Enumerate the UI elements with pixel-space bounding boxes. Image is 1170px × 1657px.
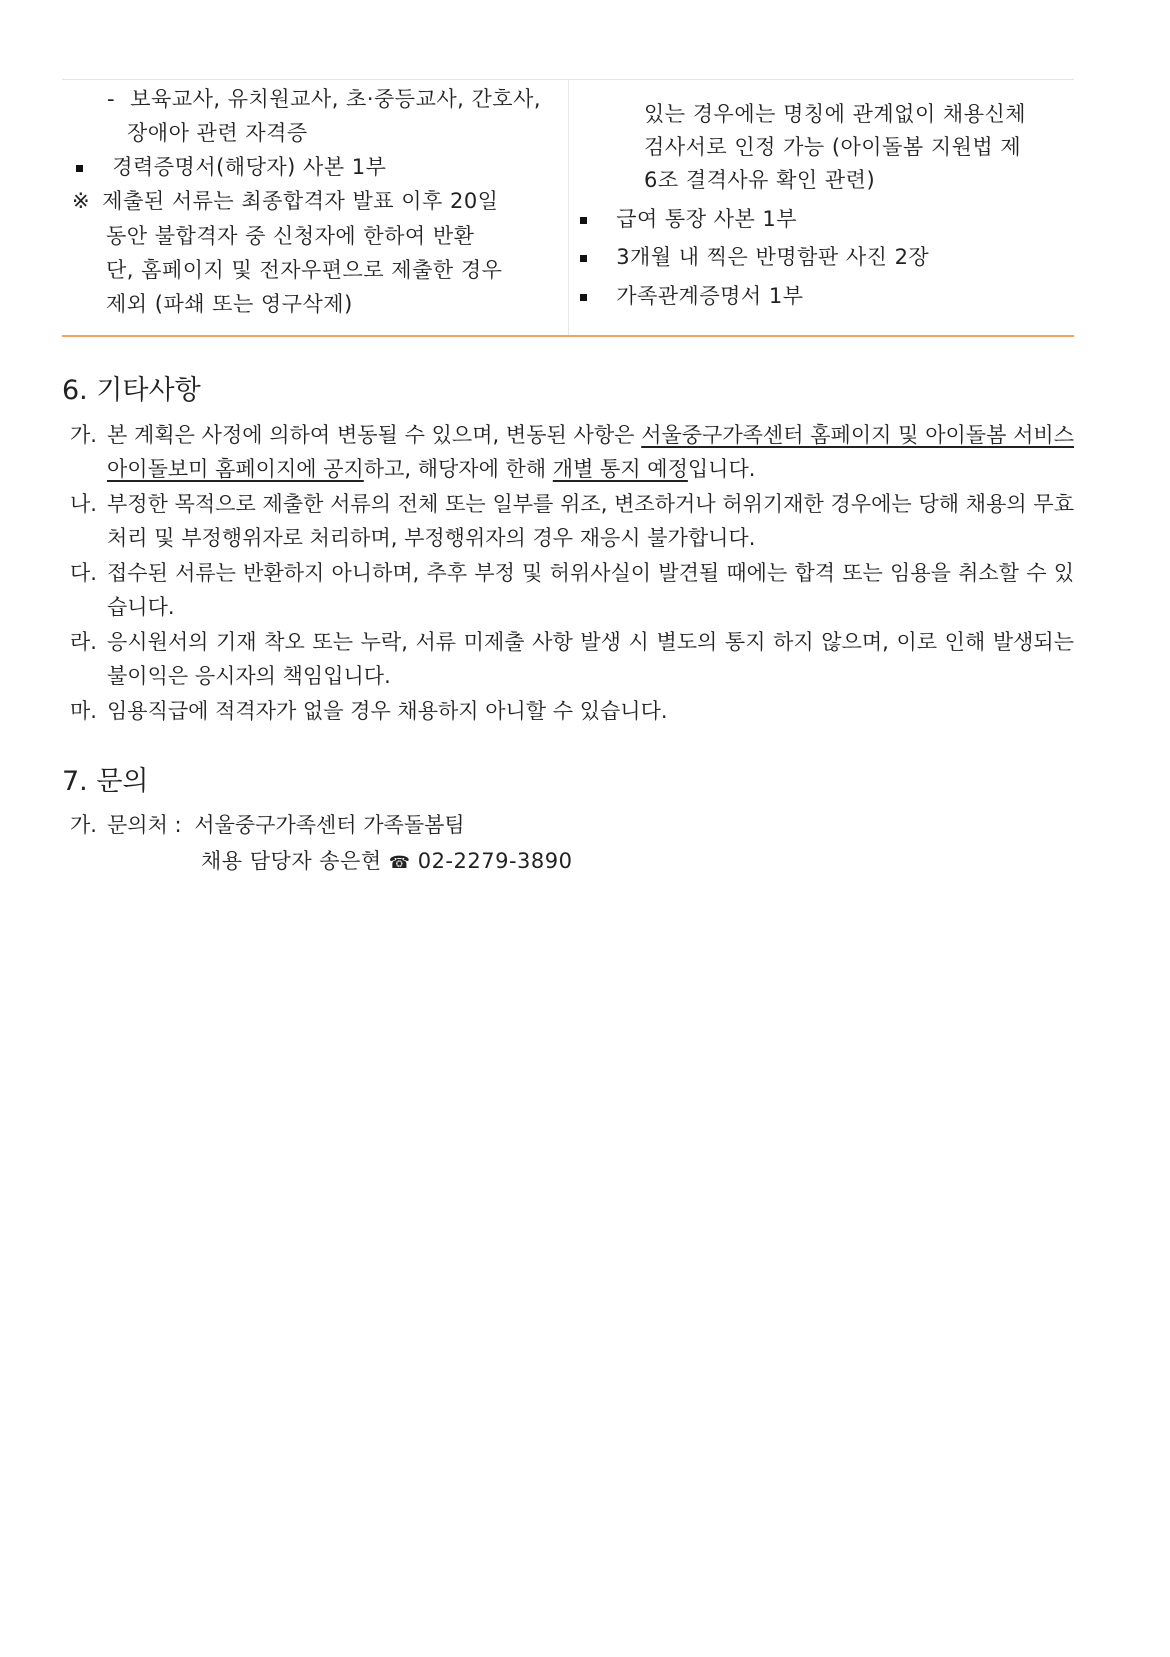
item-marker: 가. xyxy=(70,423,97,447)
table-right-line xyxy=(580,205,797,233)
table-right-line xyxy=(644,133,1021,161)
bullet-icon xyxy=(76,165,83,172)
requirements-table xyxy=(62,79,1074,337)
table-cell-text: 단, 홈페이지 및 전자우편으로 제출한 경우 xyxy=(106,258,503,282)
table-cell-text: 검사서로 인정 가능 (아이돌봄 지원법 제 xyxy=(644,135,1022,159)
notice-item-da xyxy=(70,556,1074,624)
reference-mark-icon: ※ xyxy=(72,189,91,213)
table-right-line xyxy=(580,243,929,271)
table-cell-text: 있는 경우에는 명칭에 관계없이 채용신체 xyxy=(644,102,1027,126)
table-right-line xyxy=(580,282,804,310)
table-left-line xyxy=(106,290,353,318)
telephone-icon: ☎ xyxy=(388,853,411,873)
table-column-divider xyxy=(568,80,569,335)
dash-marker: - xyxy=(107,87,116,111)
table-cell-text: 가족관계증명서 1부 xyxy=(616,284,804,308)
contact-person: 채용 담당자 송은현 xyxy=(201,849,382,873)
table-cell-text: 경력증명서(해당자) 사본 1부 xyxy=(112,155,387,179)
item-text: 접수된 서류는 반환하지 아니하며, 추후 부정 및 허위사실이 발견될 때에는 합격 또는 임용을 취소할 수 있습니다. xyxy=(107,561,1074,619)
contact-person-line xyxy=(201,847,572,877)
section-7-heading: 7. 문의 xyxy=(62,766,149,797)
item-marker: 라. xyxy=(70,630,97,654)
notice-item-na xyxy=(70,487,1074,555)
item-text: 응시원서의 기재 착오 또는 누락, 서류 미제출 사항 발생 시 별도의 통지 하지 않으며, 이로 인해 발생되는 불이익은 응시자의 책임입니다. xyxy=(107,630,1074,688)
item-marker: 가. xyxy=(70,813,97,837)
table-left-line xyxy=(106,222,474,250)
table-cell-text: 제외 (파쇄 또는 영구삭제) xyxy=(106,292,353,316)
table-cell-text: 장애아 관련 자격증 xyxy=(127,121,308,145)
item-text: 임용직급에 적격자가 없을 경우 채용하지 아니할 수 있습니다. xyxy=(107,699,668,723)
section-6-heading: 6. 기타사항 xyxy=(62,375,201,406)
table-left-line xyxy=(106,256,502,284)
underlined-text: 개별 통지 예정 xyxy=(552,457,688,481)
table-right-line xyxy=(644,100,1026,128)
table-left-line xyxy=(127,119,308,147)
table-cell-text: 제출된 서류는 최종합격자 발표 이후 20일 xyxy=(102,189,499,213)
notice-item-ga xyxy=(70,418,1074,486)
bullet-icon xyxy=(580,217,587,224)
table-cell-text: 보육교사, 유치원교사, 초·중등교사, 간호사, xyxy=(130,87,542,111)
underlined-text: 서울중구가족센터 홈페이지 및 아이돌봄 서비스 아이돌보미 홈페이지에 공지 xyxy=(107,423,1074,481)
contact-org: 서울중구가족센터 가족돌봄팀 xyxy=(194,813,465,837)
item-text-part: 하고, 해당자에 한해 xyxy=(363,457,553,481)
notice-item-ra xyxy=(70,625,1074,693)
bullet-icon xyxy=(580,255,587,262)
table-cell-text: 동안 불합격자 중 신청자에 한하여 반환 xyxy=(106,224,475,248)
contact-line xyxy=(107,808,1074,842)
table-left-line xyxy=(107,85,541,113)
contact-label: 문의처 : xyxy=(107,813,182,837)
contact-item xyxy=(70,808,1074,842)
item-marker: 다. xyxy=(70,561,97,585)
notice-item-ma xyxy=(70,694,1074,728)
table-left-line xyxy=(72,187,498,215)
item-marker: 나. xyxy=(70,492,97,516)
item-text-part: 본 계획은 사정에 의하여 변동될 수 있으며, 변동된 사항은 xyxy=(107,423,642,447)
table-cell-text: 급여 통장 사본 1부 xyxy=(616,207,798,231)
item-marker: 마. xyxy=(70,699,97,723)
contact-phone: 02-2279-3890 xyxy=(417,849,573,873)
table-cell-text: 6조 결격사유 확인 관련) xyxy=(644,168,876,192)
item-text: 부정한 목적으로 제출한 서류의 전체 또는 일부를 위조, 변조하거나 허위기재한 경우에는 당해 채용의 무효처리 및 부정행위자로 처리하며, 부정행위자의 경우 재응시 불가합니다. xyxy=(107,492,1074,550)
table-cell-text: 3개월 내 찍은 반명함판 사진 2장 xyxy=(616,245,930,269)
item-text-part: 입니다. xyxy=(687,457,756,481)
bullet-icon xyxy=(580,294,587,301)
table-right-line xyxy=(644,166,875,194)
table-left-line xyxy=(76,153,386,181)
item-text xyxy=(107,418,1074,486)
